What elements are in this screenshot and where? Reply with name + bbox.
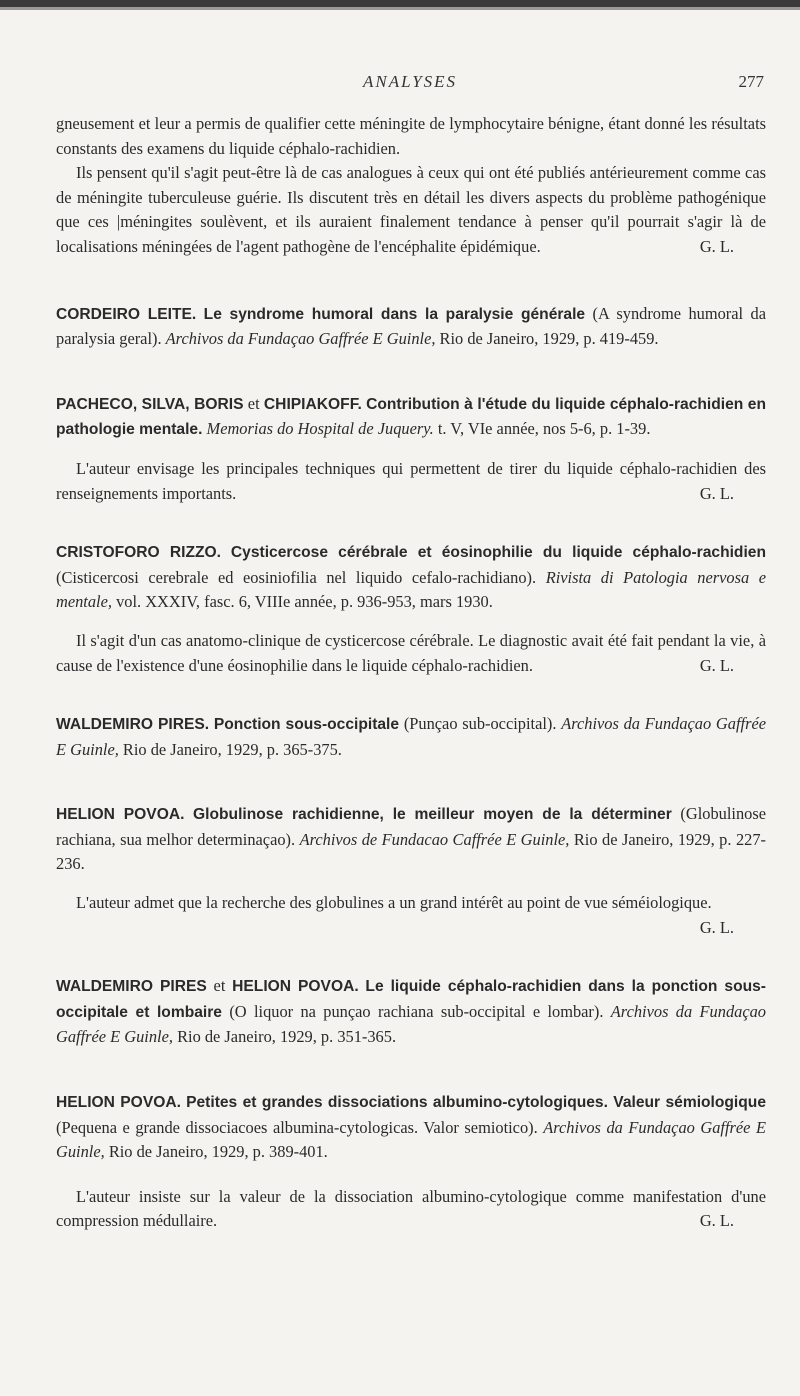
authors: CRISTOFORO RIZZO.	[56, 544, 221, 562]
reference	[56, 974, 766, 1050]
journal: Memorias do Hospital de Juquery.	[206, 419, 434, 439]
reference	[56, 1090, 766, 1165]
abstract-text: Il s'agit d'un cas anatomo-clinique de cysticercose cérébrale. Le diagnostic avait été fait pendant la vie, à cause de l'existence d'une éosinophilie dans le liquide céphalo-rachidien.	[56, 630, 766, 675]
page-body	[56, 112, 766, 1234]
author-connector: et	[243, 393, 264, 413]
abstract	[56, 629, 766, 678]
signature: G. L.	[699, 236, 734, 256]
publication-details: Rio de Janeiro, 1929, p. 227-236.	[56, 829, 766, 874]
translated-title: (Cisticercosi cerebrale ed eosiniofilia nel liquido cefalo-rachidiano).	[56, 567, 546, 587]
journal: Archivos de Fundacao Caffrée E Guinle,	[299, 829, 570, 849]
authors: HELION POVOA.	[56, 1094, 181, 1112]
signature: G. L.	[699, 483, 734, 503]
abstract-text: L'auteur insiste sur la valeur de la dissociation albumino-cytologique comme manifestation d'une compression médullaire.	[56, 1186, 766, 1231]
abstract	[56, 1185, 766, 1234]
translated-title: (Punçao sub-occipital).	[399, 714, 562, 734]
journal: Archivos da Fundaçao Gaffrée E Guinle,	[56, 714, 767, 759]
signature: G. L.	[699, 917, 734, 937]
authors: PACHECO, SILVA, BORIS	[56, 395, 244, 413]
publication-details: Rio de Janeiro, 1929, p. 419-459.	[435, 329, 659, 349]
publication-details: Rio de Janeiro, 1929, p. 365-375.	[118, 739, 342, 759]
article-title: Cysticercose cérébrale et éosinophilie du liquide céphalo-rachidien	[230, 544, 766, 562]
translated-title: (Globulinose rachiana, sua melhor determinaçao).	[56, 804, 766, 849]
reference	[56, 302, 766, 352]
abstract	[56, 891, 766, 940]
bibliography-entry	[56, 974, 766, 1050]
running-title: ANALYSES	[362, 72, 458, 91]
authors: WALDEMIRO PIRES	[56, 978, 207, 996]
article-title: Petites et grandes dissociations albumino-cytologiques. Valeur sémiologique	[186, 1094, 766, 1112]
authors: HELION POVOA.	[232, 978, 359, 996]
reference	[56, 540, 766, 615]
abstract-text: L'auteur admet que la recherche des globulines a un grand intérêt au point de vue séméiologique.	[76, 893, 712, 913]
reference	[56, 392, 766, 443]
publication-details: vol. XXXIV, fasc. 6, VIIIe année, p. 936-953, mars 1930.	[111, 592, 493, 612]
journal: Archivos da Fundaçao Gaffrée E Guinle,	[56, 1117, 766, 1162]
article-title: Globulinose rachidienne, le meilleur moyen de la déterminer	[193, 806, 672, 824]
journal: Archivos da Fundaçao Gaffrée E Guinle,	[56, 1001, 767, 1047]
journal: Rivista di Patologia nervosa e mentale,	[56, 567, 767, 612]
abstract	[56, 457, 766, 506]
scan-edge	[0, 0, 800, 7]
reference	[56, 712, 766, 762]
paragraph-text: Ils pensent qu'il s'agit peut-être là de cas analogues à ceux qui ont été publiés antérieurement comme cas de méningite tuberculeuse guérie. Ils discutent très en détail les divers aspects du problème pathogénique que ces |méningites soulèvent, et ils auraient finalement tendance à penser qu'il pourrait s'agir là de localisations méningées de l'agent pathogène de l'encéphalite épidémique.	[56, 163, 766, 256]
translated-title: (A syndrome humoral da paralysia geral).	[56, 303, 766, 349]
bibliography-entry	[56, 392, 766, 506]
translated-title: (O liquor na punçao rachiana sub-occipital e lombar).	[221, 1001, 611, 1021]
author-connector: et	[206, 976, 233, 996]
publication-details: t. V, VIe année, nos 5-6, p. 1-39.	[433, 419, 651, 439]
bibliography-entry	[56, 302, 766, 352]
authors: HELION POVOA.	[56, 806, 185, 824]
signature: G. L.	[699, 1211, 734, 1231]
continuation-paragraph	[56, 161, 766, 259]
scan-edge-shadow	[0, 7, 800, 10]
continuation-paragraph: gneusement et leur a permis de qualifier cette méningite de lymphocytaire bénigne, étant donné les résultats constants des examens du liquide céphalo-rachidien.	[56, 114, 766, 158]
article-title: Ponction sous-occipitale	[213, 716, 400, 734]
bibliography-entry	[56, 712, 766, 762]
page-header	[56, 72, 764, 96]
abstract-text: L'auteur envisage les principales techniques qui permettent de tirer du liquide céphalo-rachidien des renseignements importants.	[56, 458, 766, 503]
article-title: Contribution à l'étude du liquide céphalo-rachidien en pathologie mentale.	[56, 395, 767, 439]
publication-details: Rio de Janeiro, 1929, p. 351-365.	[172, 1027, 397, 1047]
bibliography-entry	[56, 540, 766, 678]
translated-title: (Pequena e grande dissociacoes albumina-cytologicas. Valor semiotico).	[56, 1117, 544, 1137]
article-title: Le syndrome humoral dans la paralysie générale	[203, 305, 586, 323]
authors: WALDEMIRO PIRES.	[56, 716, 210, 734]
page-number: 277	[738, 72, 764, 91]
bibliography-entry	[56, 802, 766, 940]
authors: CHIPIAKOFF.	[263, 395, 362, 413]
journal: Archivos da Fundaçao Gaffrée E Guinle,	[165, 329, 436, 349]
publication-details: Rio de Janeiro, 1929, p. 389-401.	[104, 1142, 328, 1162]
article-title: Le liquide céphalo-rachidien dans la ponction sous-occipitale et lombaire	[56, 978, 766, 1021]
bibliography-entry	[56, 1090, 766, 1234]
authors: CORDEIRO LEITE.	[56, 305, 197, 323]
reference	[56, 802, 766, 877]
signature: G. L.	[699, 655, 734, 675]
